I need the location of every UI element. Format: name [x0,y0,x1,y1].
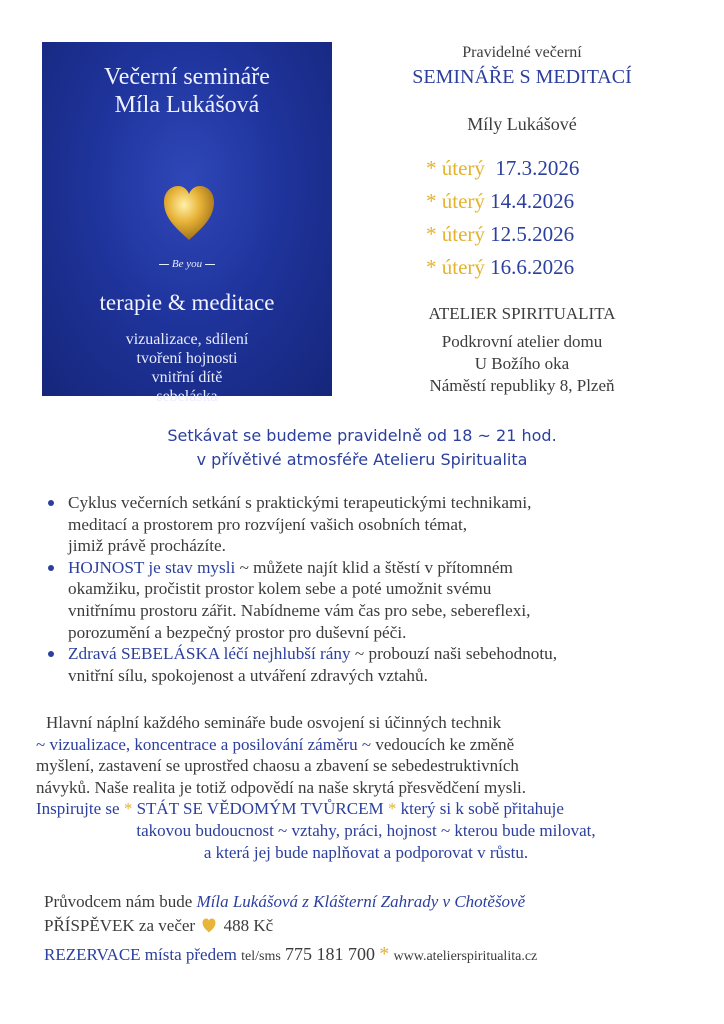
date-item [426,222,574,247]
main-paragraph [36,712,696,863]
bullet-text: jimiž právě procházíte. [68,536,226,556]
bullet-text: Cyklus večerních setkání s praktickými terapeutickými technikami, [68,493,532,512]
list-item [44,643,704,686]
date-day: úterý [441,189,485,213]
bullet-highlight: HOJNOST je stav mysli [68,557,236,577]
paragraph-line: vedoucích ke změně [371,734,515,754]
poster-item: vizualizace, sdílení [125,331,249,348]
heart-icon [201,918,217,933]
poster-item: tvoření hojnosti [136,350,238,367]
guide-name: Míla Lukášová z Klášterní Zahrady v Chotěšově [196,892,526,911]
venue-name: ATELIER SPIRITUALITA [428,304,616,323]
golden-heart-icon [162,184,216,242]
star-icon: * [426,189,437,213]
venue-line2: U Božího oka [474,354,570,373]
bullet-text: porozumění a bezpečný prostor pro duševní péči. [68,622,407,642]
bullet-dot-icon [48,500,54,506]
paragraph-highlight: STÁT SE VĚDOMÝM TVŮRCEM [132,799,388,819]
header-author: Míly Lukášové [467,114,577,134]
paragraph-line: takovou budoucnost ~ vztahy, práci, hojnost ~ kterou bude milovat, [136,820,596,840]
star-icon: * [387,799,397,819]
date-day: úterý [441,156,485,180]
date-item [426,189,574,214]
poster-item: vnitřní dítě [151,369,223,386]
paragraph-line: a která jej bude naplňovat a podporovat v růstu. [203,842,529,862]
phone-number[interactable]: 775 181 700 [285,944,376,964]
poster-items [42,330,332,406]
bullet-text: ~ můžete najít klid a štěstí v přítomném [235,557,513,577]
bullet-text: vnitřní sílu, spokojenost a utváření zdravých vztahů. [68,665,428,685]
poster-subtitle: terapie & meditace [99,290,275,315]
bullet-text: vnitřnímu prostoru zářit. Nabídneme vám čas pro sebe, sebereflexi, [68,600,531,620]
date-item [426,156,579,181]
date-day: úterý [441,255,485,279]
star-icon: * [426,222,437,246]
star-icon: * [426,156,437,180]
paragraph-highlight: ~ vizualizace, koncentrace a posilování záměru ~ [36,734,372,754]
venue-line3: Náměstí republiky 8, Plzeň [429,376,615,395]
bullet-dot-icon [48,651,54,657]
meeting-line2: v přívětivé atmosféře Atelieru Spiritualita [196,450,528,469]
bullet-highlight: Zdravá SEBELÁSKA léčí nejhlubší rány [68,644,351,664]
website-link[interactable]: www.atelierspiritualita.cz [393,949,538,964]
list-item [44,557,704,643]
star-icon: * [379,943,390,965]
bullet-text: ~ probouzí naši sebehodnotu, [350,644,558,664]
date-value: 16.6.2026 [490,255,575,279]
date-day: úterý [441,222,485,246]
poster-be-you: Be you [42,258,332,270]
date-item [426,255,574,280]
bullet-dot-icon [48,565,54,571]
paragraph-highlight: Inspirujte se [36,799,124,819]
header-title: SEMINÁŘE S MEDITACÍ [412,66,632,88]
bullet-text: okamžiku, pročistit prostor kolem sebe a poté umožnit svému [68,579,492,599]
poster-image [42,42,332,405]
list-item [44,492,704,557]
date-value: 17.3.2026 [495,156,580,180]
venue-line1: Podkrovní atelier domu [441,332,603,351]
poster-title-line1: Večerní semináře [104,64,270,90]
date-value: 12.5.2026 [490,222,575,246]
footer [44,890,704,969]
star-icon: * [123,799,133,819]
poster-item: sebeláska [156,388,218,405]
bullet-list [44,492,704,686]
poster-title-line2: Míla Lukášová [114,92,260,118]
reservation-label: REZERVACE místa předem [44,945,237,964]
meeting-line1: Setkávat se budeme pravidelně od 18 ~ 21 hod. [167,426,557,445]
date-value: 14.4.2026 [490,189,575,213]
bullet-text: meditací a prostorem pro rozvíjení vašich osobních témat, [68,514,468,534]
star-icon: * [426,255,437,279]
fee-label: PŘÍSPĚVEK za večer [44,916,196,935]
fee-value: 488 Kč [223,916,274,935]
guide-label: Průvodcem nám bude [44,892,197,911]
paragraph-highlight: který si k sobě přitahuje [396,799,564,819]
paragraph-line: Hlavní náplní každého semináře bude osvojení si účinných technik [46,713,502,732]
paragraph-line: návyků. Naše realita je totiž odpovědí na naše skrytá přesvědčení mysli. [36,777,527,797]
header-kicker: Pravidelné večerní [462,44,582,61]
paragraph-line: myšlení, zastavení se uprostřed chaosu a zbavení se sebedestruktivních [36,756,519,776]
phone-label: tel/sms [241,949,281,964]
